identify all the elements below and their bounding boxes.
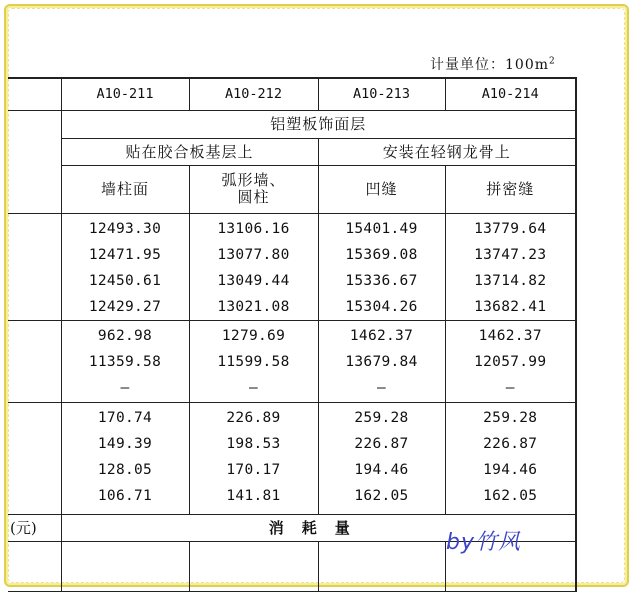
price-cell: 12493.30 12471.95 12450.61 12429.27 — [61, 213, 189, 320]
group-label — [8, 213, 61, 320]
cost-cell: 962.98 11359.58 – — [61, 320, 189, 402]
quota-table — [8, 77, 577, 592]
material-title: 铝塑板饰面层 — [61, 110, 576, 138]
consumption-title: 消耗量 — [61, 514, 576, 541]
unit-text: 计量单位：100m — [430, 57, 549, 73]
col-head-tight-seam: 拼密缝 — [445, 165, 576, 213]
col-head-curved — [189, 165, 318, 213]
blank-cell — [318, 541, 445, 591]
price-cell: 13779.64 13747.23 13714.82 13682.41 — [445, 213, 576, 320]
group-title-steel-keel: 安装在轻钢龙骨上 — [318, 138, 576, 165]
fee-cell: 170.74 149.39 128.05 106.71 — [61, 402, 189, 514]
unit-superscript: 2 — [549, 56, 556, 67]
col-head-wall: 墙柱面 — [61, 165, 189, 213]
price-cell: 15401.49 15369.08 15336.67 15304.26 — [318, 213, 445, 320]
cost-group — [8, 320, 576, 402]
price-group — [8, 213, 576, 320]
code-cell: A10-213 — [318, 78, 445, 110]
material-row — [8, 110, 576, 138]
column-head-row — [8, 165, 576, 213]
price-cell: 13106.16 13077.80 13049.44 13021.08 — [189, 213, 318, 320]
cost-cell: 1462.37 12057.99 – — [445, 320, 576, 402]
blank-cell — [61, 541, 189, 591]
fee-cell: 226.89 198.53 170.17 141.81 — [189, 402, 318, 514]
code-cell: A10-214 — [445, 78, 576, 110]
col-head-curved-line1: 弧形墙、 — [221, 171, 286, 189]
cost-cell: 1279.69 11599.58 – — [189, 320, 318, 402]
cost-cell: 1462.37 13679.84 – — [318, 320, 445, 402]
code-row-label — [8, 78, 61, 110]
yuan-label: (元) — [8, 514, 61, 541]
code-row — [8, 78, 576, 110]
header-label-cell — [8, 110, 61, 213]
group-label — [8, 402, 61, 514]
code-cell: A10-211 — [61, 78, 189, 110]
group-title-plywood: 贴在胶合板基层上 — [61, 138, 318, 165]
measurement-unit — [430, 54, 556, 74]
group-label — [8, 320, 61, 402]
col-head-groove: 凹缝 — [318, 165, 445, 213]
group-title-row — [8, 138, 576, 165]
handwritten-signature: by竹风 — [446, 530, 521, 555]
fee-group — [8, 402, 576, 514]
blank-cell — [8, 541, 61, 591]
fee-cell: 259.28 226.87 194.46 162.05 — [318, 402, 445, 514]
blank-cell — [189, 541, 318, 591]
code-cell: A10-212 — [189, 78, 318, 110]
fee-cell: 259.28 226.87 194.46 162.05 — [445, 402, 576, 514]
col-head-curved-line2: 圆柱 — [237, 188, 270, 206]
